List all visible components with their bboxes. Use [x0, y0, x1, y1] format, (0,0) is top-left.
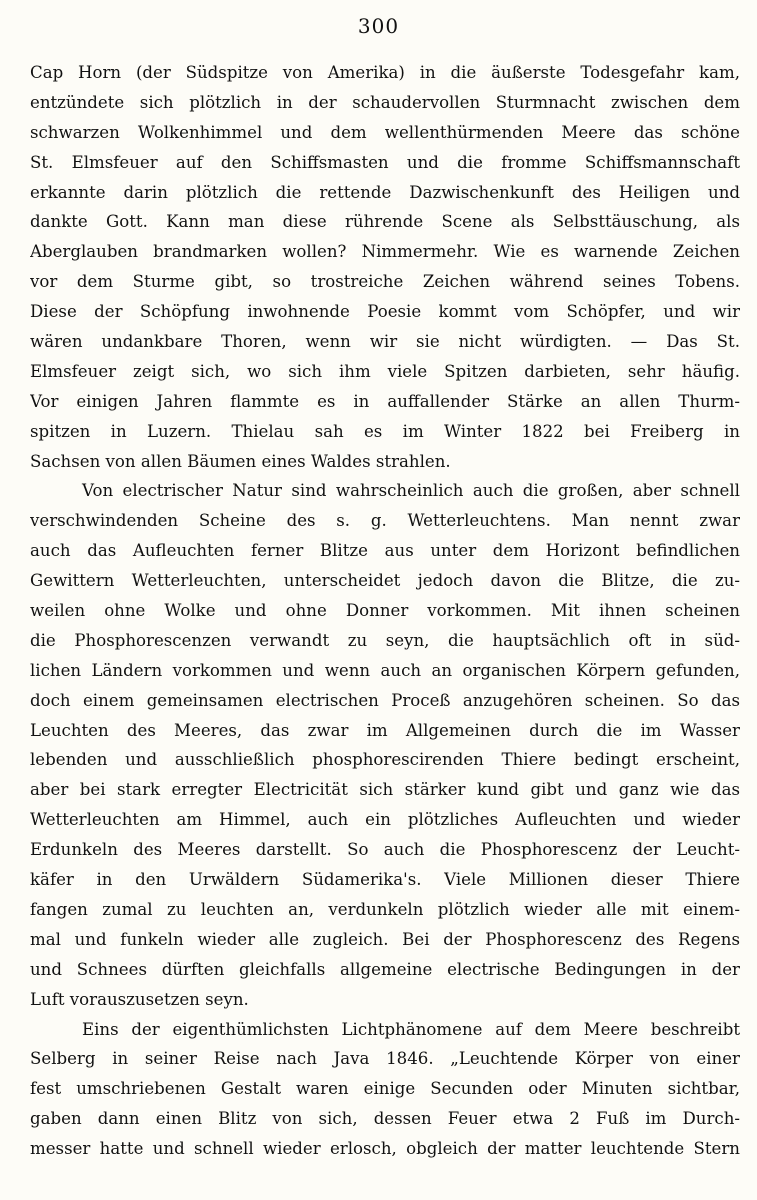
text-line: entzündete sich plötzlich in der schaudervollen Sturmnacht zwischen dem: [30, 92, 740, 112]
text-line: Wetterleuchten am Himmel, auch ein plötzliches Aufleuchten und wieder: [30, 810, 740, 830]
text-line: erkannte darin plötzlich die rettende Dazwischenkunft des Heiligen und: [30, 182, 740, 202]
text-line: vor dem Sturme gibt, so trostreiche Zeichen während seines Tobens.: [30, 272, 740, 292]
text-line: fangen zumal zu leuchten an, verdunkeln plötzlich wieder alle mit einem-: [30, 899, 740, 919]
text-line: weilen ohne Wolke und ohne Donner vorkommen. Mit ihnen scheinen: [30, 601, 740, 621]
text-line: auch das Aufleuchten ferner Blitze aus unter dem Horizont befindlichen: [30, 541, 740, 561]
paragraph: [30, 1015, 740, 1164]
text-line: die Phosphorescenzen verwandt zu seyn, die hauptsächlich oft in süd-: [30, 630, 740, 650]
text-line: lichen Ländern vorkommen und wenn auch an organischen Körpern gefunden,: [30, 660, 740, 680]
text-line: Von electrischer Natur sind wahrscheinlich auch die großen, aber schnell: [82, 481, 740, 501]
text-line: Vor einigen Jahren flammte es in auffallender Stärke an allen Thurm-: [30, 391, 740, 411]
text-line: Cap Horn (der Südspitze von Amerika) in die äußerste Todesgefahr kam,: [30, 63, 740, 82]
text-line: und Schnees dürften gleichfalls allgemeine electrische Bedingungen in der: [30, 959, 740, 979]
text-line: fest umschriebenen Gestalt waren einige Secunden oder Minuten sichtbar,: [30, 1079, 740, 1099]
text-line: Sachsen von allen Bäumen eines Waldes strahlen.: [30, 451, 451, 471]
text-line: verschwindenden Scheine des s. g. Wetterleuchtens. Man nennt zwar: [30, 511, 740, 531]
page-number: 300: [357, 14, 400, 38]
text-line: Gewittern Wetterleuchten, unterscheidet jedoch davon die Blitze, die zu-: [30, 571, 740, 591]
text-line: doch einem gemeinsamen electrischen Proceß anzugehören scheinen. So das: [30, 690, 740, 710]
text-line: Erdunkeln des Meeres darstellt. So auch die Phosphorescenz der Leucht-: [30, 840, 740, 860]
text-line: wären undankbare Thoren, wenn wir sie nicht würdigten. — Das St.: [30, 332, 740, 352]
text-line: Diese der Schöpfung inwohnende Poesie kommt vom Schöpfer, und wir: [30, 302, 740, 322]
text-line: Elmsfeuer zeigt sich, wo sich ihm viele Spitzen darbieten, sehr häufig.: [30, 361, 740, 381]
text-line: Selberg in seiner Reise nach Java 1846. „Leuchtende Körper von einer: [30, 1049, 740, 1069]
text-line: gaben dann einen Blitz von sich, dessen Feuer etwa 2 Fuß im Durch-: [30, 1109, 740, 1129]
text-line: Aberglauben brandmarken wollen? Nimmermehr. Wie es warnende Zeichen: [30, 242, 740, 262]
text-line: Eins der eigenthümlichsten Lichtphänomene auf dem Meere beschreibt: [82, 1019, 740, 1039]
text-line: spitzen in Luzern. Thielau sah es im Winter 1822 bei Freiberg in: [30, 421, 740, 441]
text-line: aber bei stark erregter Electricität sich stärker kund gibt und ganz wie das: [30, 780, 740, 800]
text-line: Luft vorauszusetzen seyn.: [30, 989, 249, 1009]
text-line: lebenden und ausschließlich phosphorescirenden Thiere bedingt erscheint,: [30, 750, 740, 770]
text-line: mal und funkeln wieder alle zugleich. Bei der Phosphorescenz des Regens: [30, 929, 740, 949]
page-body: [30, 58, 740, 1164]
text-line: käfer in den Urwäldern Südamerika's. Viele Millionen dieser Thiere: [30, 870, 740, 890]
paragraph: [30, 476, 740, 1014]
text-line: St. Elmsfeuer auf den Schiffsmasten und die fromme Schiffsmannschaft: [30, 152, 740, 172]
text-line: schwarzen Wolkenhimmel und dem wellenthürmenden Meere das schöne: [30, 122, 740, 142]
text-line: dankte Gott. Kann man diese rührende Scene als Selbsttäuschung, als: [30, 212, 740, 232]
paragraph: [30, 58, 740, 476]
text-line: messer hatte und schnell wieder erlosch, obgleich der matter leuchtende Stern: [30, 1139, 740, 1159]
text-line: Leuchten des Meeres, das zwar im Allgemeinen durch die im Wasser: [30, 720, 740, 740]
